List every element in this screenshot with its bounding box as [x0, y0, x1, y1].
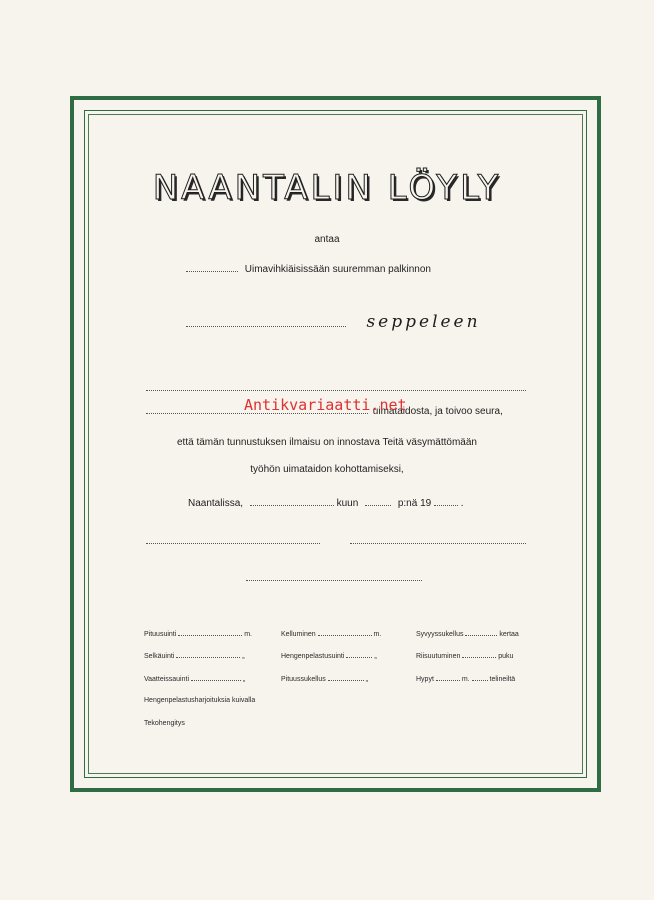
skill-extra-resuscitation: Tekohengitys	[144, 720, 185, 727]
uimataidosta-text: uimataidosta, ja toivoo seura,	[372, 406, 503, 417]
certificate-title: NAANTALIN LÖYLY	[152, 168, 502, 208]
signature-line-left	[146, 543, 320, 544]
place-text: Naantalissa,	[188, 498, 244, 509]
signature-line-center	[246, 580, 422, 581]
period-text: .	[460, 498, 464, 509]
year-dots	[434, 496, 458, 506]
kuun-text: kuun	[336, 498, 359, 509]
recipient-dots	[186, 262, 238, 272]
wreath-text: seppeleen	[366, 312, 481, 332]
etta-text: että tämän tunnustuksen ilmaisu on innostava Teitä väsymättömään	[177, 437, 477, 448]
skill-item: Selkäuinti „	[144, 653, 245, 660]
skill-item: Vaatteissauinti „	[144, 676, 246, 683]
watermark: Antikvariaatti.net	[244, 396, 407, 414]
signature-line-right	[350, 543, 526, 544]
skill-item: Hypyt m. telineiltä	[416, 676, 516, 683]
tyohon-text: työhön uimataidon kohottamiseksi,	[250, 464, 404, 475]
skill-item: Pituussukellus „	[281, 676, 368, 683]
month-dots	[365, 496, 391, 506]
skill-item: Syvyyssukellus kertaa	[416, 631, 519, 638]
day-dots	[250, 496, 334, 506]
wreath-line	[186, 312, 481, 332]
skill-item: Hengenpelastusuinti „	[281, 653, 377, 660]
pna-text: p:nä 19	[397, 498, 432, 509]
date-line	[188, 496, 464, 509]
wreath-dots	[186, 317, 346, 327]
skill-extra-dry-rescue: Hengenpelastusharjoituksia kuivalla	[144, 697, 256, 704]
antaa-text: antaa	[314, 234, 340, 245]
award-text: Uimavihkiäisissään suuremman palkinnon	[244, 264, 431, 275]
skill-item: Pituusuinti m.	[144, 631, 252, 638]
skill-item: Kelluminen m.	[281, 631, 382, 638]
award-line	[186, 262, 431, 275]
skill-item: Riisuutuminen puku	[416, 653, 514, 660]
name-line	[146, 390, 526, 391]
